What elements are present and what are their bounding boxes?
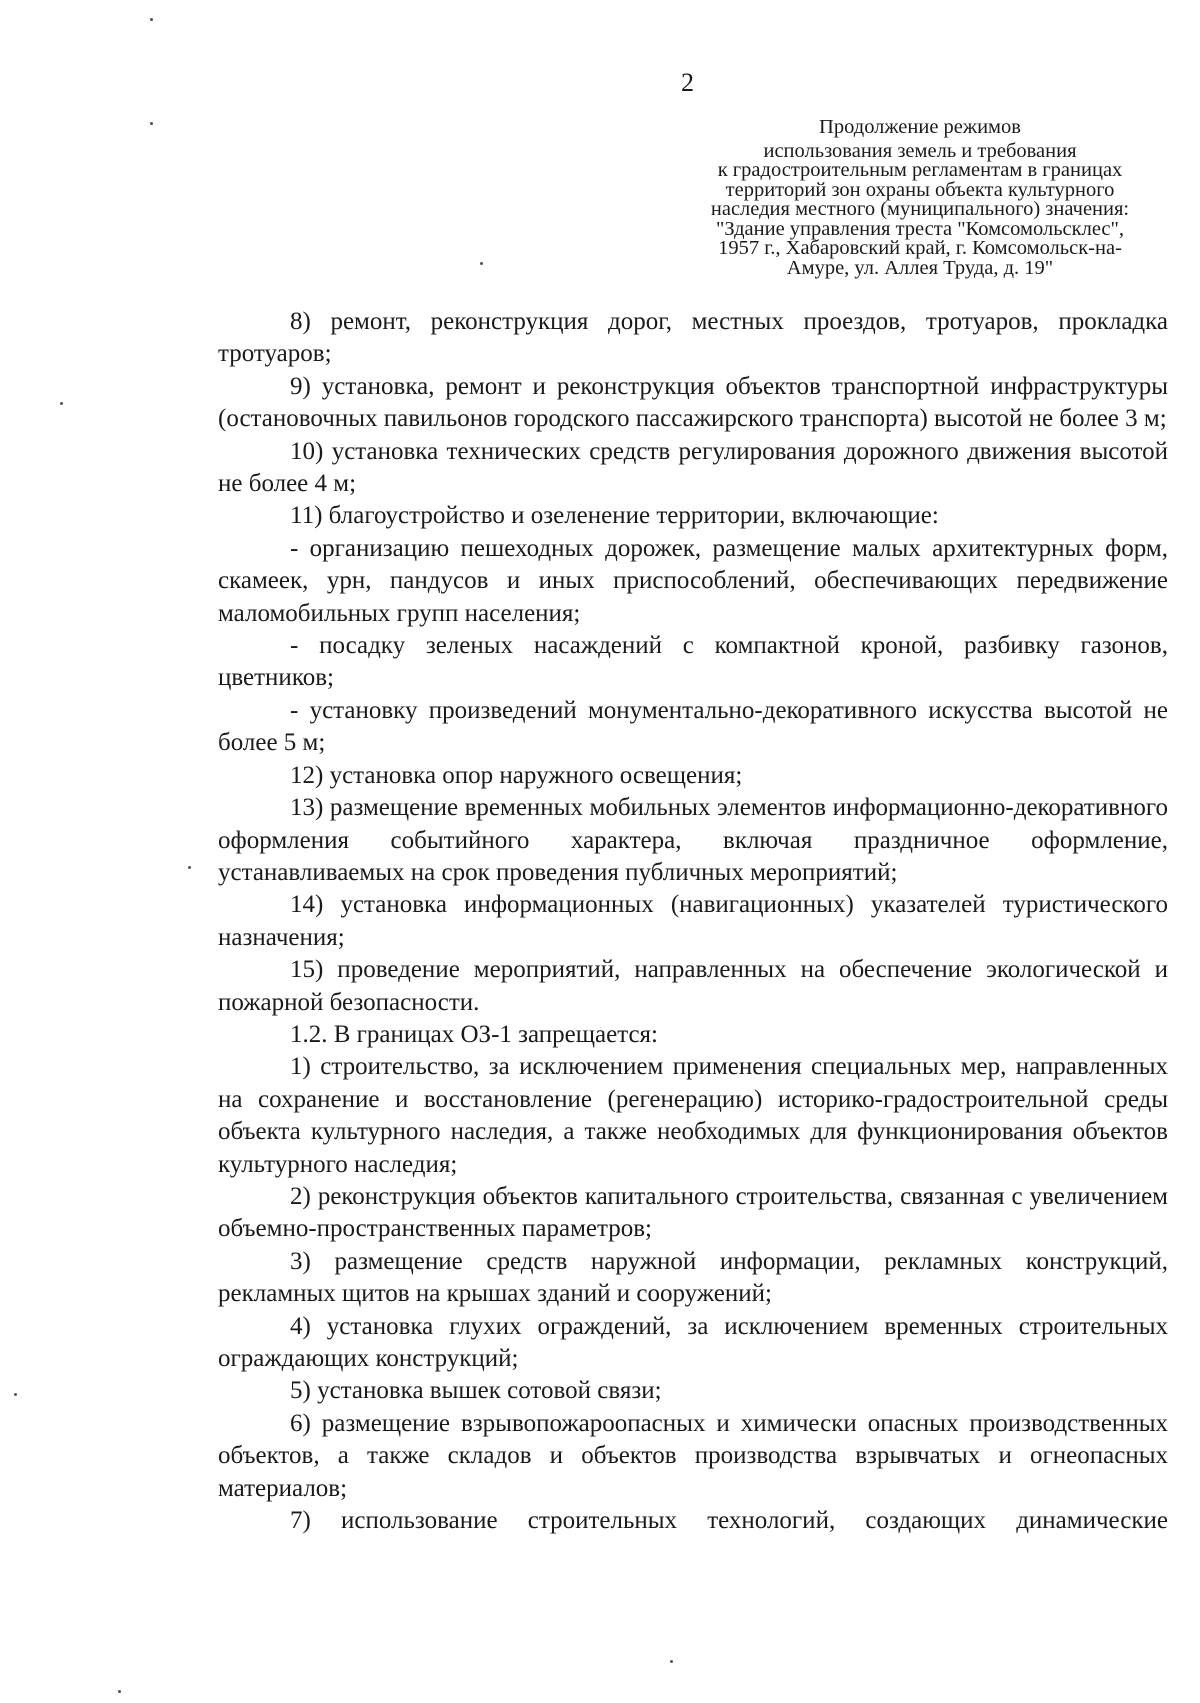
paragraph: 6) размещение взрывопожароопасных и химически опасных производственных объектов, а также складов и объектов производства взрывчатых и огнеопасных материалов;	[218, 1409, 1168, 1502]
paragraph: - посадку зеленых насаждений с компактной кроной, разбивку газонов, цветников;	[218, 632, 1168, 692]
scan-speck	[14, 1393, 17, 1396]
paragraph-continued: 7) использование строительных технологий, создающих динамические	[290, 1507, 1168, 1535]
header-line: Амуре, ул. Аллея Труда, д. 19"	[786, 256, 1054, 279]
scan-speck	[60, 402, 63, 405]
paragraph: 13) размещение временных мобильных элементов информационно-декоративного оформления событийного характера, включая праздничное оформление, устанавливаемых на срок проведения публичных мероприятий;	[218, 794, 1168, 886]
header-line: использования земель и требования	[763, 139, 1077, 162]
paragraph: 15) проведение мероприятий, направленных на обеспечение экологической и пожарной безопасности.	[218, 956, 1168, 1016]
scan-speck	[670, 1660, 673, 1663]
header-line: "Здание управления треста "Комсомольсклес",	[715, 217, 1125, 240]
paragraph: 1) строительство, за исключением применения специальных мер, направленных на сохранение и восстановление (регенерацию) историко-градостроительной среды объекта культурного наследия, а также необходимых для функционирования объектов культурного наследия;	[218, 1053, 1168, 1178]
header-line: к градостроительным регламентам в границах	[717, 159, 1123, 181]
paragraph: 9) установка, ремонт и реконструкция объектов транспортной инфраструктуры (остановочных павильонов городского пассажирского транспорта) высотой не более 3 м;	[218, 372, 1168, 433]
scan-speck	[480, 262, 483, 265]
paragraph: - организацию пешеходных дорожек, размещение малых архитектурных форм, скамеек, урн, пандусов и иных приспособлений, обеспечивающих передвижение маломобильных групп населения;	[218, 534, 1168, 627]
paragraph: 3) размещение средств наружной информации, рекламных конструкций, рекламных щитов на крышах зданий и сооружений;	[218, 1247, 1168, 1308]
scan-speck	[150, 18, 153, 21]
paragraph: - установку произведений монументально-декоративного искусства высотой не более 5 м;	[218, 696, 1168, 757]
paragraph: 5) установка вышек сотовой связи;	[290, 1377, 662, 1405]
page-number: 2	[681, 68, 694, 97]
header-title: Продолжение режимов	[819, 116, 1021, 138]
header-line: наследия местного (муниципального) значения:	[710, 198, 1130, 220]
body-text	[218, 306, 1168, 1537]
paragraph: 8) ремонт, реконструкция дорог, местных проездов, тротуаров, прокладка тротуаров;	[218, 308, 1168, 368]
paragraph: 11) благоустройство и озеленение территории, включающие:	[290, 502, 939, 530]
header-line: территорий зон охраны объекта культурного	[725, 178, 1115, 201]
paragraph: 2) реконструкция объектов капитального строительства, связанная с увеличением объемно-пространственных параметров;	[218, 1182, 1168, 1243]
paragraph: 10) установка технических средств регулирования дорожного движения высотой не более 4 м;	[218, 437, 1168, 498]
scan-speck	[118, 1690, 121, 1693]
scan-speck	[188, 866, 191, 869]
paragraph: 14) установка информационных (навигационных) указателей туристического назначения;	[218, 891, 1168, 951]
paragraph: 4) установка глухих ограждений, за исключением временных строительных ограждающих конструкций;	[218, 1312, 1168, 1372]
header-block	[640, 118, 1200, 278]
section-heading: 1.2. В границах ОЗ-1 запрещается:	[290, 1020, 658, 1048]
scan-speck	[150, 122, 153, 125]
paragraph: 12) установка опор наружного освещения;	[290, 761, 743, 789]
header-line: 1957 г., Хабаровский край, г. Комсомольск-на-	[718, 237, 1122, 259]
